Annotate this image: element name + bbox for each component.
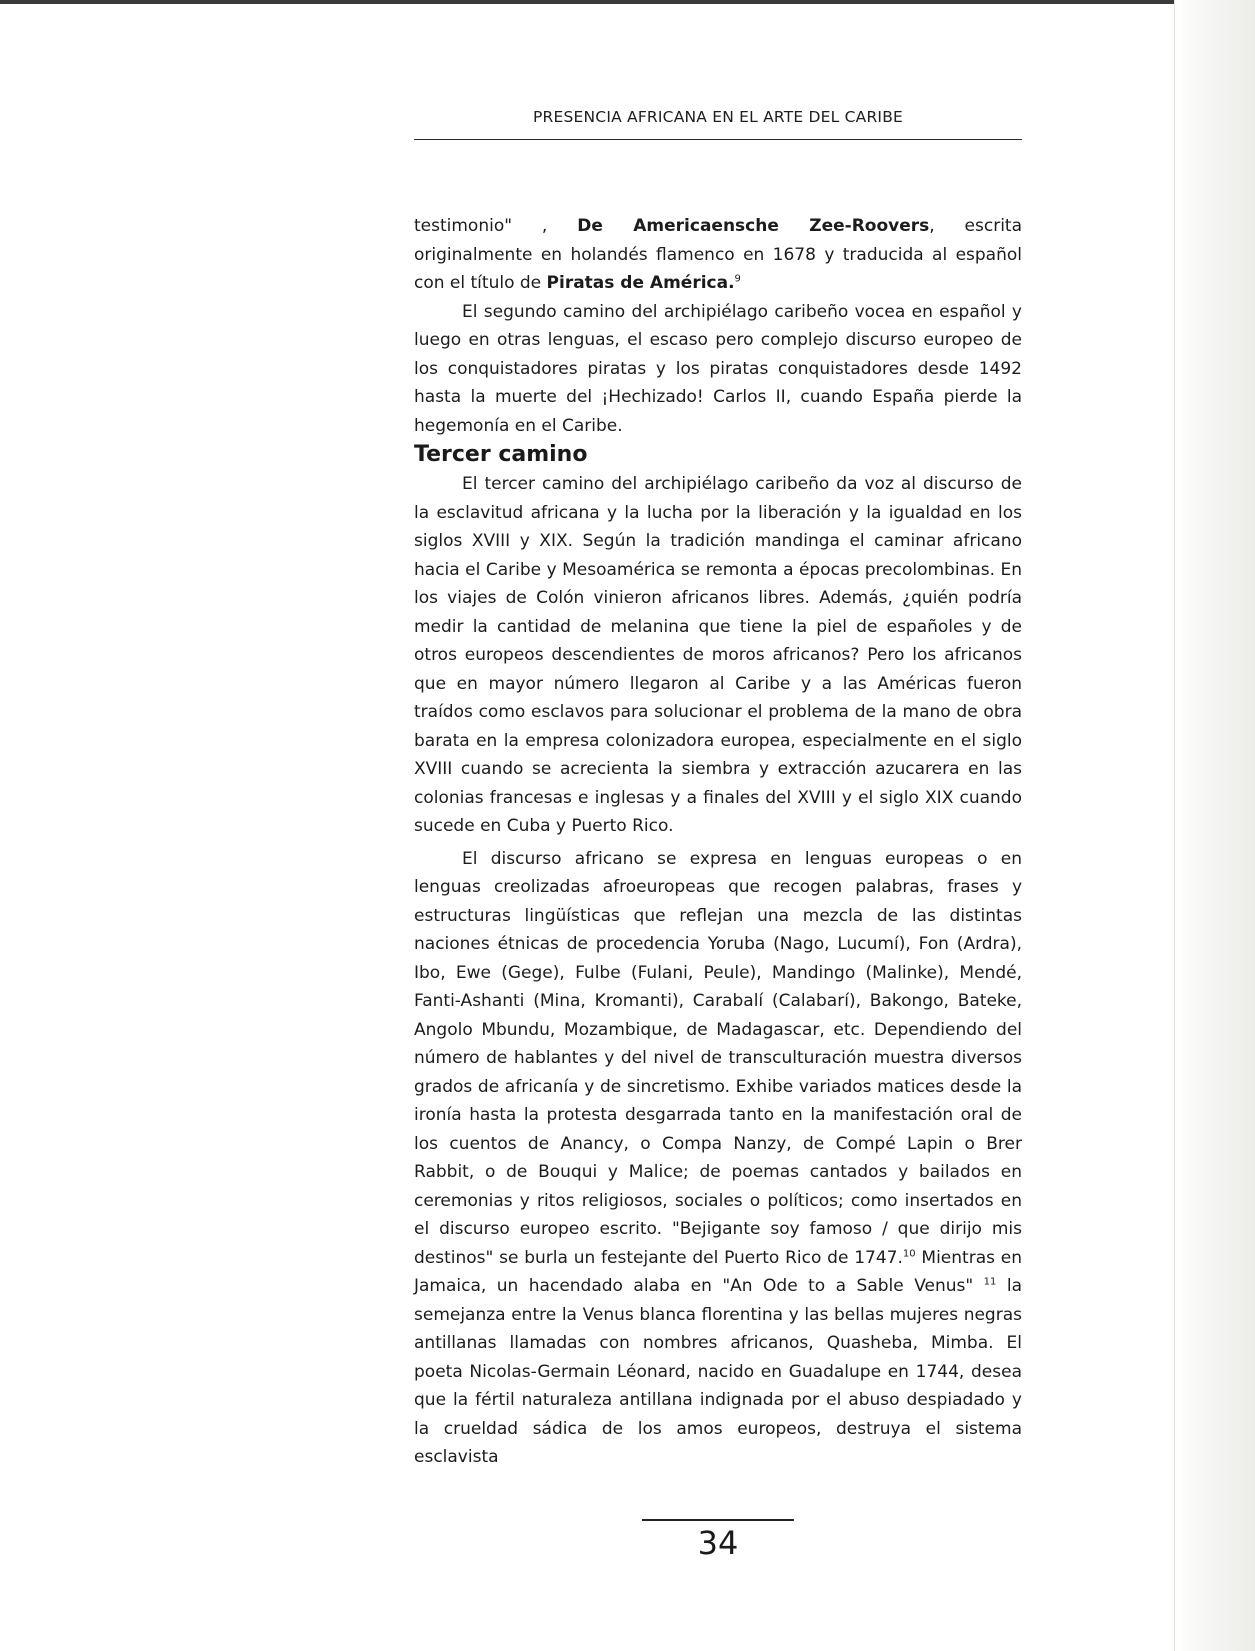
- footer-rule: [642, 1519, 794, 1521]
- book-title-spanish: Piratas de América.: [546, 273, 735, 293]
- p1-text-a: testimonio" ,: [414, 216, 578, 236]
- paragraph-discurso-africano: [414, 845, 1022, 1472]
- p4-text-a: El discurso africano se expresa en lenguas europeas o en lenguas creolizadas afroeuropeas que recogen palabras, frases y estructuras lingüísticas que reflejan una mezcla de las distintas naciones étnicas de procedencia Yoruba (Nago, Lucumí), Fon (Ardra), Ibo, Ewe (Gege), Fulbe (Fulani, Peule), Mandingo (Malinke), Mendé, Fanti-Ashanti (Mina, Kromanti), Carabalí (Calabarí), Bakongo, Bateke, Angolo Mbundu, Mozambique, de Madagascar, etc. Dependiendo del número de hablantes y del nivel de transculturación muestra diversos grados de africanía y de sincretismo. Exhibe variados matices desde la ironía hasta la protesta desgarrada tanto en la manifestación oral de los cuentos de Anancy, o Compa Nanzy, de Compé Lapin o Brer Rabbit, o de Bouqui y Malice; de poemas cantados y bailados en ceremonias y ritos religiosos, sociales o políticos; como insertados en el discurso europeo escrito. "Bejigante soy famoso / que dirijo mis destinos" se burla un festejante del Puerto Rico de 1747.: [414, 848, 1022, 1268]
- paragraph-continuation: [414, 212, 1022, 298]
- p4-text-c: la semejanza entre la Venus blanca florentina y las bellas mujeres negras antillanas llamadas con nombres africanos, Quasheba, Mimba. El poeta Nicolas-Germain Léonard, nacido en Guadalupe en 1744, desea que la fértil naturaleza antillana indignada por el abuso despiadado y la crueldad sádica de los amos europeos, destruya el sistema esclavista: [414, 1276, 1022, 1467]
- page-gutter-edge: [1174, 0, 1255, 1651]
- footnote-ref-9: 9: [734, 273, 741, 285]
- page-number: 34: [697, 1524, 739, 1562]
- book-title-dutch: De Americaensche Zee-Roovers: [577, 216, 930, 236]
- body-text: [414, 212, 1022, 1472]
- paragraph-segundo-camino: El segundo camino del archipiélago caribeño vocea en español y luego en otras lenguas, el escaso pero complejo discurso europeo de los conquistadores piratas y los piratas conquistadores desde 1492 hasta la muerte del ¡Hechizado! Carlos II, cuando España pierde la hegemonía en el Caribe.: [414, 301, 1022, 436]
- p1-text-b: , escrita originalmente en holandés flamenco en 1678 y traducida al español con el título de: [414, 216, 1023, 293]
- footnote-ref-10: 10: [902, 1247, 916, 1259]
- section-heading: Tercer camino: [414, 442, 588, 467]
- footnote-ref-11: 11: [983, 1276, 997, 1288]
- running-head: PRESENCIA AFRICANA EN EL ARTE DEL CARIBE: [532, 108, 904, 126]
- header-rule: [414, 139, 1022, 140]
- p4-text-b: Mientras en Jamaica, un hacendado alaba en "An Ode to a Sable Venus": [414, 1247, 1022, 1296]
- paragraph-tercer-camino: El tercer camino del archipiélago caribeño da voz al discurso de la esclavitud africana y la lucha por la liberación y la igualdad en los siglos XVIII y XIX. Según la tradición mandinga el caminar africano hacia el Caribe y Mesoamérica se remonta a épocas precolombinas. En los viajes de Colón vinieron africanos libres. Además, ¿quién podría medir la cantidad de melanina que tiene la piel de españoles y de otros europeos descendientes de moros africanos? Pero los africanos que en mayor número llegaron al Caribe y a las Américas fueron traídos como esclavos para solucionar el problema de la mano de obra barata en la empresa colonizadora europea, especialmente en el siglo XVIII cuando se acrecienta la siembra y extracción azucarera en las colonias francesas e inglesas y a finales del XVIII y el siglo XIX cuando sucede en Cuba y Puerto Rico.: [414, 474, 1022, 836]
- scan-top-edge: [0, 0, 1255, 4]
